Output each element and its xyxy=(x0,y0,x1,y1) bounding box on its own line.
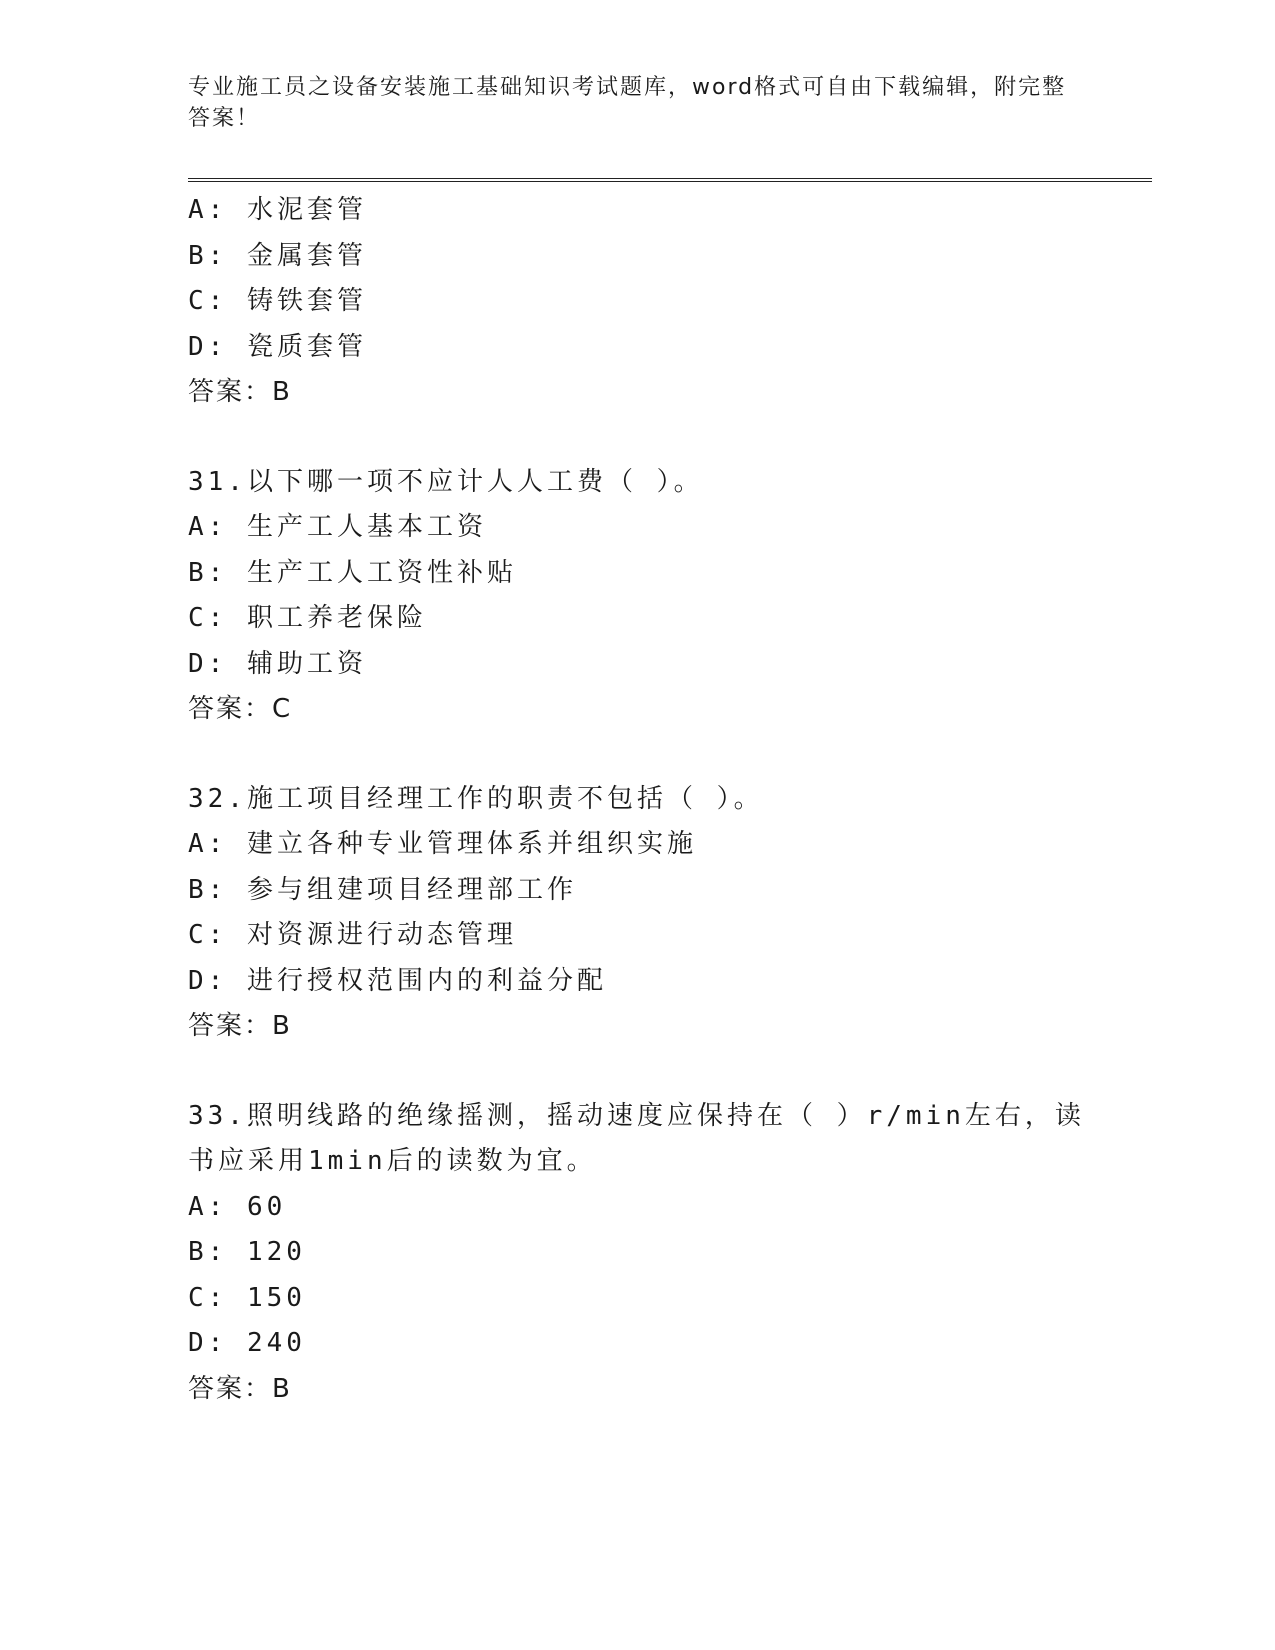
option-b: B: 120 xyxy=(188,1237,306,1267)
question-stem: 33.照明线路的绝缘摇测，摇动速度应保持在（ ）r/min左右，读书应采用1min后的读数为宜。 xyxy=(188,1100,1085,1176)
option-c: C: 对资源进行动态管理 xyxy=(188,920,517,950)
question-stem: 32.施工项目经理工作的职责不包括（ ）。 xyxy=(188,783,764,814)
answer-line: 答案：B xyxy=(188,1011,292,1041)
answer-line: 答案：B xyxy=(188,1373,292,1404)
option-b: B: 参与组建项目经理部工作 xyxy=(188,874,577,905)
option-a: A: 60 xyxy=(188,1191,287,1222)
question-stem: 31.以下哪一项不应计人人工费（ ）。 xyxy=(188,466,704,497)
question-block-prev xyxy=(188,188,1148,416)
option-d: D: 辅助工资 xyxy=(188,648,367,679)
option-b: B: 金属套管 xyxy=(188,240,367,271)
header-divider xyxy=(188,178,1152,182)
option-d: D: 瓷质套管 xyxy=(188,331,367,362)
question-list xyxy=(188,188,1148,1412)
option-b: B: 生产工人工资性补贴 xyxy=(188,557,517,588)
option-c: C: 铸铁套管 xyxy=(188,286,367,316)
option-c: C: 150 xyxy=(188,1282,306,1313)
page-header: 专业施工员之设备安装施工基础知识考试题库，word格式可自由下载编辑，附完整答案！ xyxy=(188,75,1067,131)
question-block-31 xyxy=(188,460,1148,733)
option-a: A: 水泥套管 xyxy=(188,195,367,225)
option-a: A: 建立各种专业管理体系并组织实施 xyxy=(188,829,697,859)
question-block-32 xyxy=(188,777,1148,1050)
answer-line: 答案：B xyxy=(188,377,292,407)
option-a: A: 生产工人基本工资 xyxy=(188,512,487,542)
option-d: D: 240 xyxy=(188,1328,306,1358)
answer-line: 答案：C xyxy=(188,694,293,724)
option-c: C: 职工养老保险 xyxy=(188,603,427,633)
question-block-33 xyxy=(188,1094,1148,1413)
option-d: D: 进行授权范围内的利益分配 xyxy=(188,965,607,996)
